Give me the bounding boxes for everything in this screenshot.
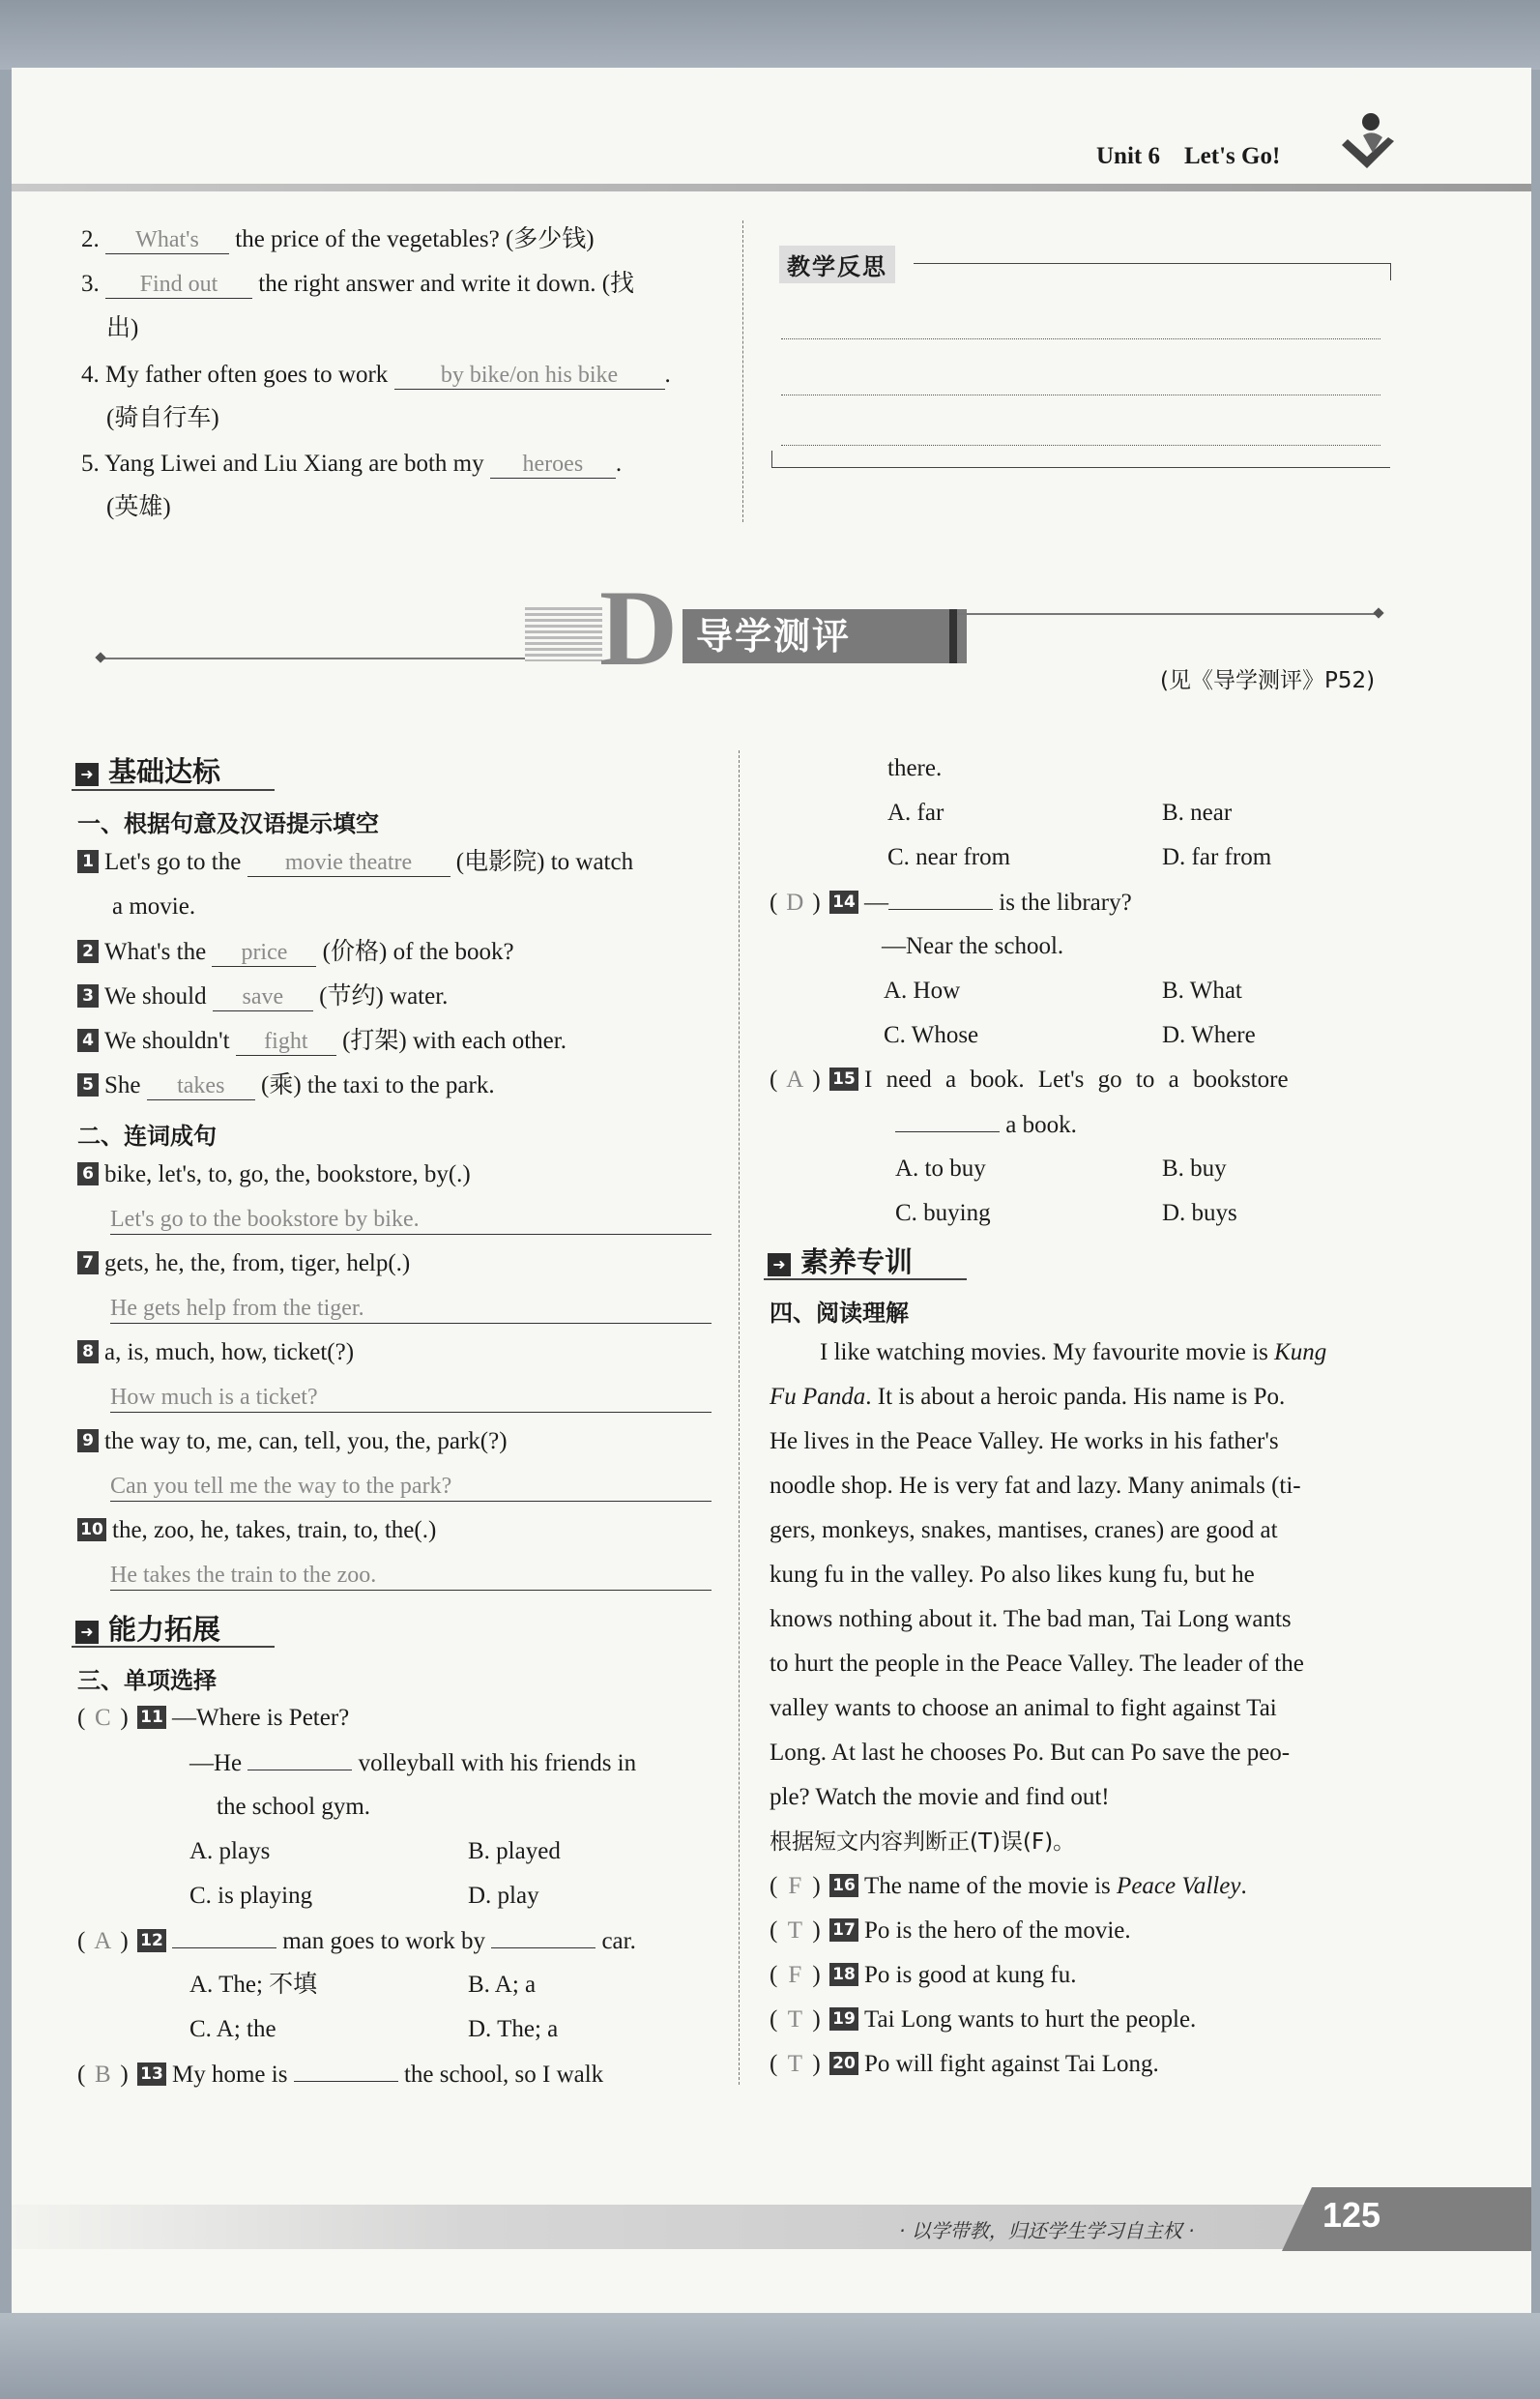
part3-heading: 三、单项选择	[77, 1667, 217, 1694]
banner-title: 导学测评	[683, 609, 967, 663]
item-3: 3 We should save (节约) water.	[77, 982, 448, 1011]
answer-blank: Find out	[105, 271, 252, 299]
tf-17: ( T ) 17 Po is the hero of the movie.	[770, 1917, 1131, 1944]
page-number: 125	[1322, 2195, 1381, 2235]
reflection-rule-right	[1390, 263, 1391, 280]
item-4: 4 We shouldn't fight (打架) with each other.	[77, 1027, 567, 1056]
page-number-tab	[1282, 2187, 1531, 2251]
option-d: D. play	[468, 1883, 539, 1909]
passage-line: noodle shop. He is very fat and lazy. Many animals (ti-	[770, 1473, 1301, 1499]
tf-18: ( F ) 18 Po is good at kung fu.	[770, 1962, 1077, 1988]
unit-title: Let's Go!	[1183, 143, 1281, 169]
sentence-9-words: 9 the way to, me, can, tell, you, the, park(?)	[77, 1427, 508, 1456]
question-13: ( B ) 13 My home is the school, so I walk	[77, 2062, 604, 2088]
option-b: B. buy	[1162, 1156, 1227, 1182]
scan-border-bottom	[0, 2313, 1540, 2399]
arrow-icon: ➜	[768, 1253, 791, 1276]
question-11-line2: —He volleyball with his friends in	[189, 1750, 637, 1776]
answer-blank: What's	[105, 226, 229, 254]
item-1: 1 Let's go to the movie theatre (电影院) to watch	[77, 848, 633, 877]
option-b: B. played	[468, 1838, 561, 1864]
option-c: C. is playing	[189, 1883, 313, 1909]
option-a: A. to buy	[895, 1156, 986, 1182]
answer-mark: T	[787, 2051, 802, 2077]
movie-title-part: Kung	[1274, 1339, 1327, 1365]
question-13-cont: there.	[887, 755, 943, 781]
unit-label: Unit 6	[1096, 143, 1160, 169]
question-11-line3: the school gym.	[217, 1794, 371, 1820]
sentence-10-words: 10 the, zoo, he, takes, train, to, the(.)	[77, 1516, 436, 1545]
question-14-line2: —Near the school.	[882, 933, 1064, 959]
sentence-6-words: 6 bike, let's, to, go, the, bookstore, by(.)	[77, 1160, 471, 1189]
sentence-10-answer: He takes the train to the zoo.	[110, 1561, 712, 1591]
tf-19: ( T ) 19 Tai Long wants to hurt the people.	[770, 2006, 1197, 2033]
option-d: D. far from	[1162, 844, 1272, 870]
item-2: 2 What's the price (价格) of the book?	[77, 938, 514, 967]
arrow-icon: ➜	[75, 1621, 99, 1644]
fill-blank	[491, 1926, 596, 1948]
sentence-8-words: 8 a, is, much, how, ticket(?)	[77, 1338, 354, 1367]
writing-line	[781, 445, 1380, 446]
column-divider-bottom	[739, 750, 740, 2085]
part2-heading: 二、连词成句	[77, 1123, 217, 1150]
fill-blank	[888, 888, 993, 910]
reflection-rule-bottom	[771, 467, 1390, 468]
passage-line: to hurt the people in the Peace Valley. The leader of the	[770, 1651, 1304, 1677]
fill-blank	[294, 2060, 398, 2082]
sentence-7-answer: He gets help from the tiger.	[110, 1294, 712, 1324]
option-d: D. Where	[1162, 1022, 1256, 1048]
fill-blank	[247, 1748, 352, 1770]
answer-mark: A	[786, 1067, 804, 1093]
page-header	[1096, 143, 1280, 170]
option-a: A. far	[887, 800, 944, 826]
reading-person-icon	[1334, 108, 1402, 186]
banner-letter: D	[599, 569, 678, 688]
banner-rule-left	[101, 658, 526, 659]
section-literacy-heading: ➜ 素养专训	[768, 1241, 913, 1280]
option-b: B. A; a	[468, 1972, 537, 1998]
column-divider-top	[742, 220, 743, 522]
answer-mark: C	[94, 1705, 111, 1731]
scan-border-top	[0, 0, 1540, 70]
top-item-2: 2. What's the price of the vegetables? (多少钱)	[81, 226, 595, 252]
answer-mark: A	[94, 1928, 112, 1954]
sentence-7-words: 7 gets, he, the, from, tiger, help(.)	[77, 1249, 410, 1278]
section-basic-heading: ➜ 基础达标	[75, 750, 220, 790]
top-item-3: 3. Find out the right answer and write it down. (找	[81, 271, 635, 297]
question-15: ( A ) 15 I need a book. Let's go to a bookstore	[770, 1067, 1289, 1093]
option-a: A. How	[884, 978, 961, 1004]
top-item-5: 5. Yang Liwei and Liu Xiang are both my heroes .	[81, 451, 623, 477]
passage-line-1: I like watching movies. My favourite movie is Kung	[820, 1339, 1327, 1365]
option-a: A. plays	[189, 1838, 271, 1864]
banner-stripes	[525, 607, 602, 661]
passage-line: Long. At last he chooses Po. But can Po save the peo-	[770, 1740, 1291, 1766]
fill-blank	[172, 1926, 276, 1948]
option-c: C. near from	[887, 844, 1011, 870]
banner-end-bar	[949, 609, 957, 663]
movie-title-part: Fu Panda	[770, 1384, 866, 1410]
passage-line: He lives in the Peace Valley. He works in his father's	[770, 1428, 1279, 1454]
option-c: C. Whose	[884, 1022, 979, 1048]
option-d: D. buys	[1162, 1200, 1237, 1226]
top-item-4-cont: (骑自行车)	[106, 405, 219, 431]
option-b: B. What	[1162, 978, 1242, 1004]
writing-line	[781, 338, 1380, 339]
sentence-8-answer: How much is a ticket?	[110, 1383, 712, 1413]
part1-heading: 一、根据句意及汉语提示填空	[77, 810, 379, 837]
answer-mark: B	[94, 2062, 111, 2088]
option-c: C. A; the	[189, 2016, 276, 2042]
footer-slogan: · 以学带教，归还学生学习自主权 ·	[899, 2219, 1195, 2242]
answer-mark: D	[786, 890, 804, 916]
tf-20: ( T ) 20 Po will fight against Tai Long.	[770, 2051, 1159, 2077]
reference-note: (见《导学测评》P52)	[1160, 668, 1376, 693]
answer-mark: T	[787, 2006, 802, 2033]
question-15-line2: a book.	[895, 1110, 1077, 1140]
passage-line: knows nothing about it. The bad man, Tai Long wants	[770, 1606, 1292, 1632]
reflection-rule-top	[914, 263, 1391, 264]
heading-underline	[72, 1646, 275, 1648]
question-14: ( D ) 14 — is the library?	[770, 890, 1132, 916]
tf-instruction: 根据短文内容判断正(T)误(F)。	[770, 1829, 1076, 1855]
banner-rule-right	[957, 613, 1377, 615]
sentence-6-answer: Let's go to the bookstore by bike.	[110, 1205, 712, 1235]
reflection-title: 教学反思	[779, 246, 895, 283]
top-item-4: 4. My father often goes to work by bike/on his bike .	[81, 362, 671, 388]
option-d: D. The; a	[468, 2016, 559, 2042]
question-11: ( C ) 11 —Where is Peter?	[77, 1705, 350, 1731]
tf-16: ( F ) 16 The name of the movie is Peace Valley.	[770, 1873, 1247, 1899]
heading-underline	[764, 1278, 967, 1280]
item-1-cont: a movie.	[112, 893, 196, 920]
part4-heading: 四、阅读理解	[770, 1300, 909, 1327]
top-item-5-cont: (英雄)	[106, 494, 171, 520]
reflection-rule-left	[771, 451, 772, 468]
top-item-3-cont: 出)	[106, 315, 139, 341]
section-ability-heading: ➜ 能力拓展	[75, 1608, 220, 1648]
sentence-9-answer: Can you tell me the way to the park?	[110, 1472, 712, 1502]
option-c: C. buying	[895, 1200, 991, 1226]
fill-blank	[895, 1110, 1000, 1132]
question-12: ( A ) 12 man goes to work by car.	[77, 1928, 636, 1954]
answer-mark: F	[788, 1962, 802, 1988]
item-5: 5 She takes (乘) the taxi to the park.	[77, 1071, 495, 1100]
heading-underline	[72, 789, 275, 791]
passage-line: gers, monkeys, snakes, mantises, cranes) are good at	[770, 1517, 1278, 1543]
passage-line: valley wants to choose an animal to fight against Tai	[770, 1695, 1277, 1721]
answer-blank: by bike/on his bike	[394, 362, 665, 390]
arrow-icon: ➜	[75, 763, 99, 786]
option-a: A. The; 不填	[189, 1972, 318, 1998]
answer-mark: T	[787, 1917, 802, 1944]
header-rule	[12, 184, 1531, 191]
answer-blank: heroes	[490, 451, 616, 479]
passage-line: kung fu in the valley. Po also likes kung fu, but he	[770, 1562, 1255, 1588]
answer-mark: F	[788, 1873, 802, 1899]
option-b: B. near	[1162, 800, 1233, 826]
passage-line: ple? Watch the movie and find out!	[770, 1784, 1110, 1810]
passage-line-2: Fu Panda. It is about a heroic panda. His name is Po.	[770, 1384, 1286, 1410]
